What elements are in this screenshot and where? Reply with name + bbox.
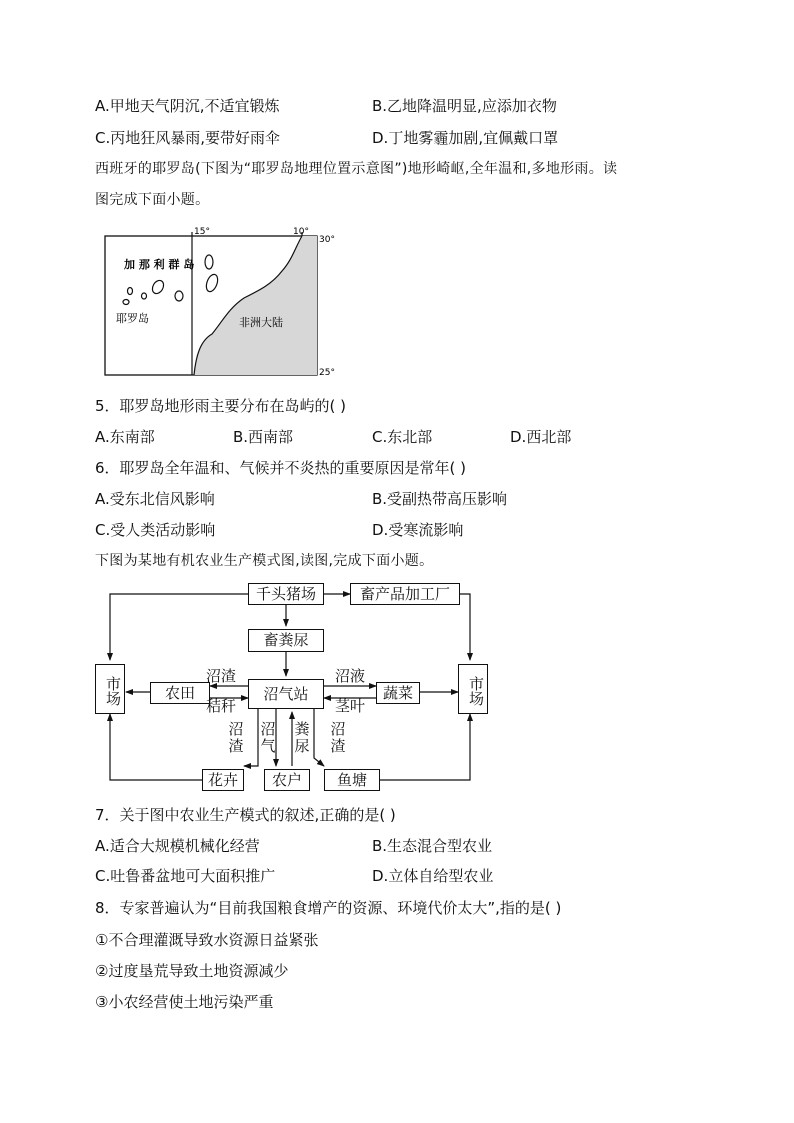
farmland-box: 农田 (150, 682, 210, 704)
pig-farm-box: 千头猪场 (248, 583, 324, 605)
biogas-liquid-label: 沼液 (335, 667, 366, 685)
q7-option-a: A.适合大规模机械化经营 (95, 837, 260, 855)
q6-stem: 6．耶罗岛全年温和、气候并不炎热的重要原因是常年( ) (95, 459, 467, 477)
lon-10-label: 10° (293, 227, 309, 237)
manure-up-label: 粪尿 (294, 720, 310, 755)
canary-islands-label: 加 那 利 群 岛 (124, 258, 195, 271)
biogas-station-box: 沼气站 (248, 679, 324, 709)
q5-option-d: D.西北部 (510, 428, 572, 446)
biogas-down-label: 沼气 (260, 720, 276, 755)
residue-down-label: 沼渣 (228, 720, 244, 755)
q4-option-d: D.丁地雾霾加剧,宜佩戴口罩 (372, 129, 559, 147)
lat-25-label: 25° (319, 368, 335, 376)
lat-30-label: 30° (319, 235, 335, 245)
q8-stem: 8．专家普遍认为“目前我国粮食增产的资源、环境代价太大”,指的是( ) (95, 899, 562, 917)
processing-plant-box: 畜产品加工厂 (350, 583, 460, 605)
q5-option-b: B.西南部 (233, 428, 294, 446)
q4-option-a: A.甲地天气阴沉,不适宜锻炼 (95, 97, 280, 115)
stems-label: 茎叶 (335, 697, 366, 715)
q4-option-c: C.丙地狂风暴雨,要带好雨伞 (95, 129, 281, 147)
q8-statement-3: ③小农经营使土地污染严重 (95, 993, 274, 1011)
q6-option-c: C.受人类活动影响 (95, 521, 216, 539)
market-right-box: 市场 (458, 664, 488, 714)
q7-option-c: C.吐鲁番盆地可大面积推广 (95, 867, 276, 885)
q6-option-d: D.受寒流影响 (372, 521, 464, 539)
q4-option-b: B.乙地降温明显,应添加衣物 (372, 97, 557, 115)
fishpond-box: 鱼塘 (324, 769, 380, 791)
q5-stem: 5．耶罗岛地形雨主要分布在岛屿的( ) (95, 397, 347, 415)
passage1-line2: 图完成下面小题。 (95, 192, 210, 208)
hierro-label: 耶罗岛 (116, 312, 149, 325)
q8-statement-2: ②过度垦荒导致土地资源减少 (95, 962, 289, 980)
q5-option-a: A.东南部 (95, 428, 155, 446)
africa-label: 非洲大陆 (239, 316, 283, 329)
organic-farming-flow-diagram (92, 578, 496, 796)
market-left-box: 市场 (95, 664, 125, 714)
flowers-box: 花卉 (202, 769, 244, 791)
q8-statement-1: ①不合理灌溉导致水资源日益紧张 (95, 931, 319, 949)
q7-option-d: D.立体自给型农业 (372, 867, 494, 885)
q6-option-a: A.受东北信风影响 (95, 490, 215, 508)
q7-stem: 7．关于图中农业生产模式的叙述,正确的是( ) (95, 806, 396, 824)
straw-label: 秸秆 (206, 697, 237, 715)
passage1-line1: 西班牙的耶罗岛(下图为“耶罗岛地理位置示意图”)地形崎岖,全年温和,多地形雨。读 (95, 161, 618, 177)
residue-top-label: 沼渣 (206, 667, 237, 685)
q7-option-b: B.生态混合型农业 (372, 837, 493, 855)
farmers-box: 农户 (264, 769, 310, 791)
hierro-location-map (104, 226, 338, 376)
vegetables-box: 蔬菜 (376, 682, 420, 704)
lon-15-label: 15° (194, 227, 210, 237)
q6-option-b: B.受副热带高压影响 (372, 490, 508, 508)
q5-option-c: C.东北部 (372, 428, 433, 446)
passage2: 下图为某地有机农业生产模式图,读图,完成下面小题。 (95, 553, 434, 569)
residue-fish-label: 沼渣 (330, 720, 346, 755)
manure-box: 畜粪尿 (248, 629, 324, 652)
